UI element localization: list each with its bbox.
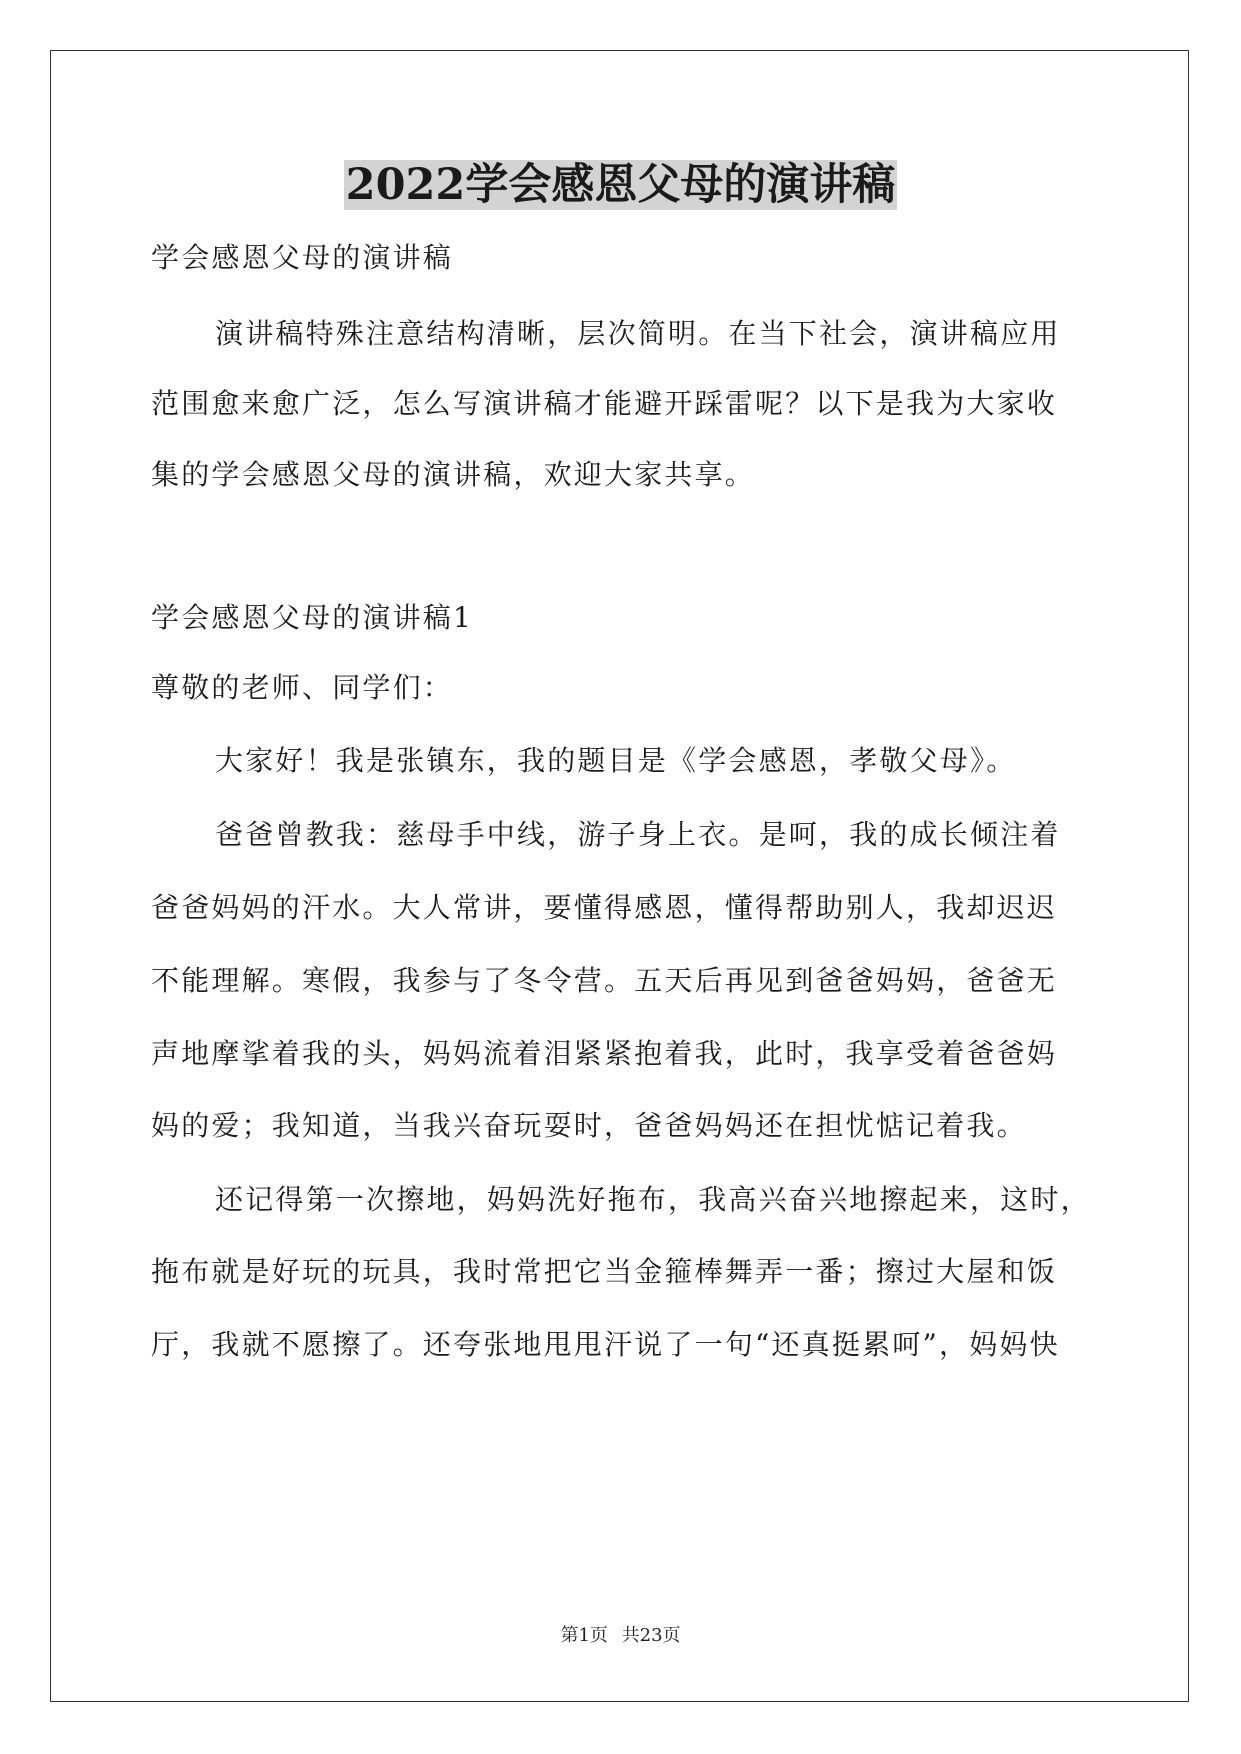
document-title: [0, 156, 1241, 214]
paragraph-line: 大家好！我是张镇东，我的题目是《学会感恩，孝敬父母》。: [215, 744, 1017, 777]
document-title-text: 2022学会感恩父母的演讲稿: [345, 160, 896, 210]
paragraph-line: 声地摩挲着我的头，妈妈流着泪紧紧抱着我，此时，我享受着爸爸妈: [151, 1037, 1058, 1070]
salutation: 尊敬的老师、同学们：: [151, 671, 454, 704]
page-footer: [0, 1624, 1241, 1648]
paragraph-line: 拖布就是好玩的玩具，我时常把它当金箍棒舞弄一番；擦过大屋和饭: [151, 1255, 1058, 1288]
paragraph-line: 集的学会感恩父母的演讲稿，欢迎大家共享。: [151, 458, 756, 491]
paragraph-line: 爸爸妈妈的汗水。大人常讲，要懂得感恩，懂得帮助别人，我却迟迟: [151, 891, 1058, 924]
paragraph-line: 厅，我就不愿擦了。还夸张地甩甩汗说了一句“还真挺累呵”，妈妈快: [151, 1328, 1060, 1361]
page-border: [50, 50, 1189, 1702]
page-number-current: 第1页: [560, 1625, 608, 1646]
paragraph-line: 还记得第一次擦地，妈妈洗好拖布，我高兴奋兴地擦起来，这时，: [215, 1183, 1091, 1216]
paragraph-line: 爸爸曾教我：慈母手中线，游子身上衣。是呵，我的成长倾注着: [215, 818, 1061, 851]
paragraph-line: 演讲稿特殊注意结构清晰，层次简明。在当下社会，演讲稿应用: [215, 317, 1061, 350]
paragraph-line: 妈的爱；我知道，当我兴奋玩耍时，爸爸妈妈还在担忧惦记着我。: [151, 1109, 1027, 1142]
paragraph-line: 范围愈来愈广泛，怎么写演讲稿才能避开踩雷呢？以下是我为大家收: [151, 387, 1058, 420]
section-heading: 学会感恩父母的演讲稿1: [151, 601, 474, 634]
paragraph-line: 学会感恩父母的演讲稿: [151, 241, 454, 274]
page-number-total: 共23页: [621, 1625, 681, 1646]
paragraph-line: 不能理解。寒假，我参与了冬令营。五天后再见到爸爸妈妈，爸爸无: [151, 964, 1058, 997]
